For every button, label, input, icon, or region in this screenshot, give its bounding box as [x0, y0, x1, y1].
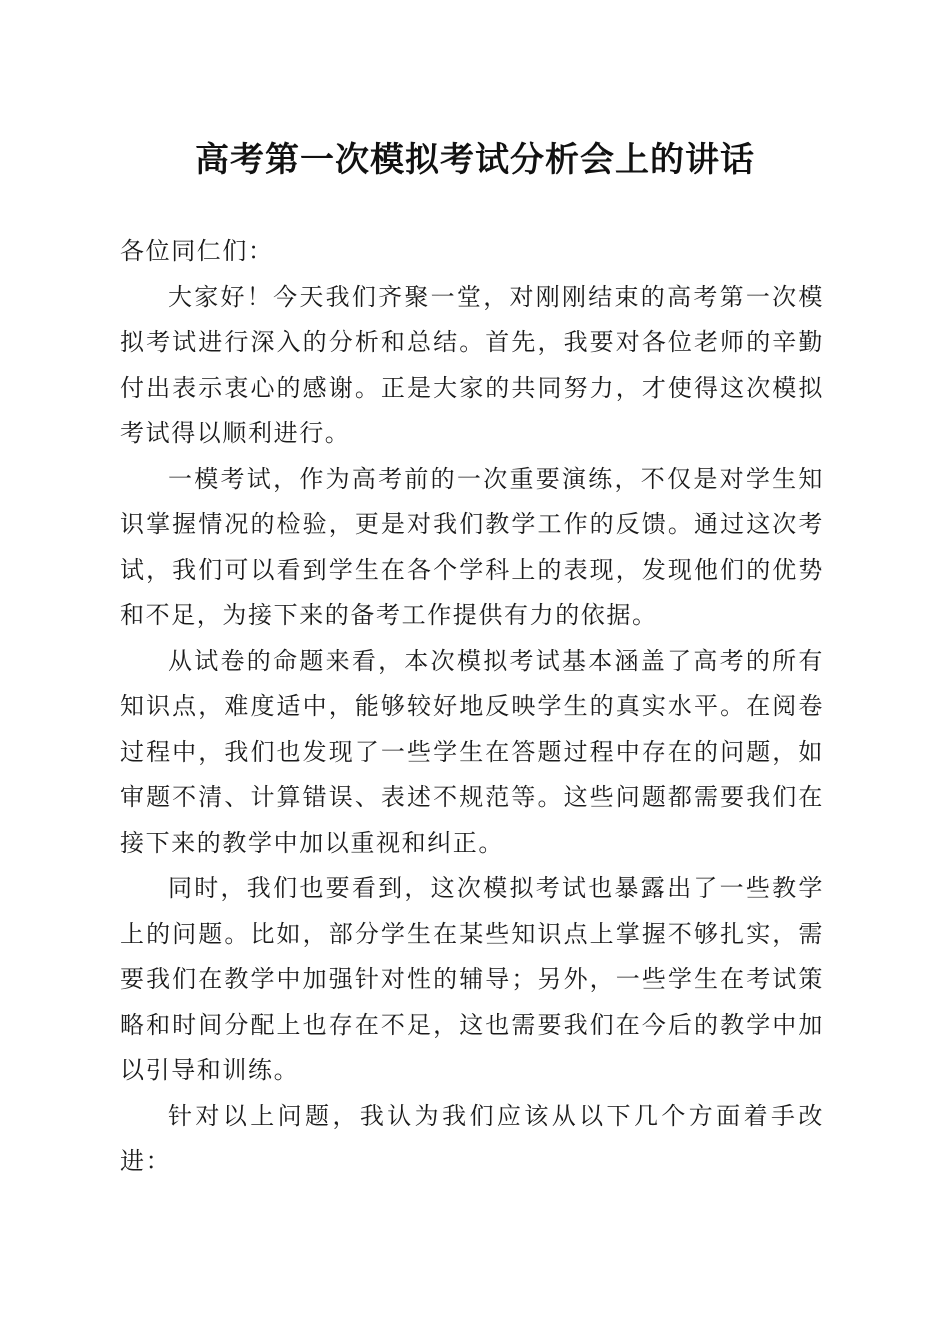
paragraph: 针对以上问题，我认为我们应该从以下几个方面着手改进： [120, 1101, 824, 1175]
paragraph: 从试卷的命题来看，本次模拟考试基本涵盖了高考的所有知识点，难度适中，能够较好地反映学生的真实水平。在阅卷过程中，我们也发现了一些学生在答题过程中存在的问题，如审题不清、计算错误、表述不规范等。这些问题都需要我们在接下来的教学中加以重视和纠正。 [120, 646, 824, 857]
paragraph: 同时，我们也要看到，这次模拟考试也暴露出了一些教学上的问题。比如，部分学生在某些知识点上掌握不够扎实，需要我们在教学中加强针对性的辅导；另外，一些学生在考试策略和时间分配上也存在不足，这也需要我们在今后的教学中加以引导和训练。 [120, 874, 824, 1084]
paragraph: 大家好！今天我们齐聚一堂，对刚刚结束的高考第一次模拟考试进行深入的分析和总结。首先，我要对各位老师的辛勤付出表示衷心的感谢。正是大家的共同努力，才使得这次模拟考试得以顺利进行。 [120, 282, 824, 447]
document-title: 高考第一次模拟考试分析会上的讲话 [195, 140, 755, 180]
salutation: 各位同仁们： [120, 237, 274, 265]
document-body [120, 229, 824, 1185]
paragraph: 一模考试，作为高考前的一次重要演练，不仅是对学生知识掌握情况的检验，更是对我们教学工作的反馈。通过这次考试，我们可以看到学生在各个学科上的表现，发现他们的优势和不足，为接下来的备考工作提供有力的依据。 [120, 464, 824, 629]
